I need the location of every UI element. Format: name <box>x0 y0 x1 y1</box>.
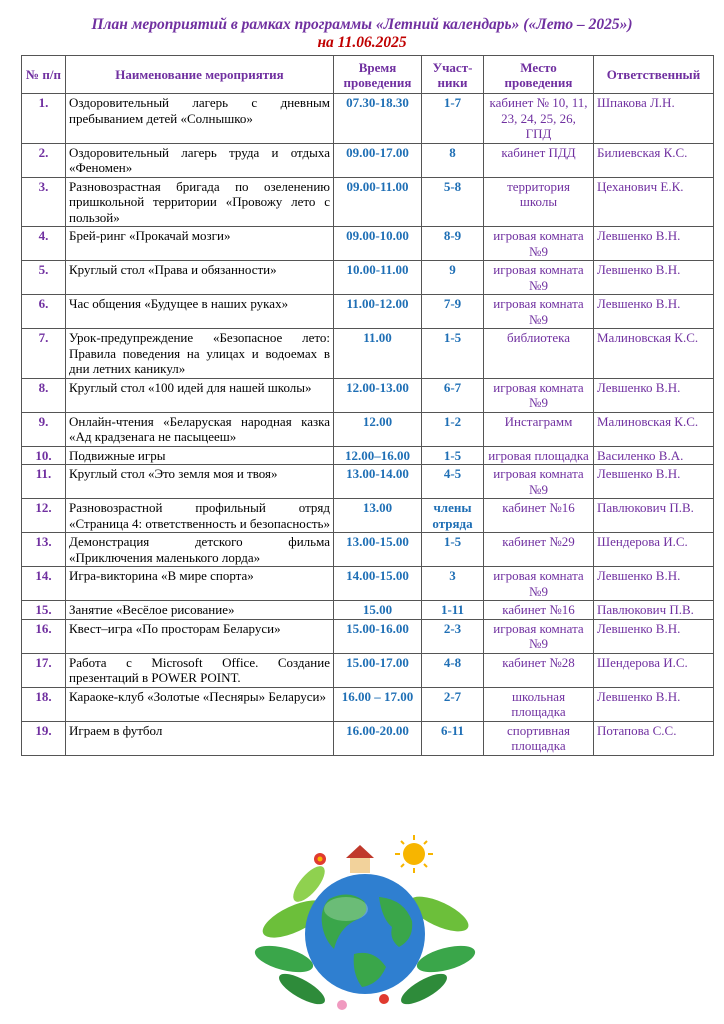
event-place: кабинет № 10, 11, 23, 24, 25, 26, ГПД <box>484 94 594 144</box>
event-responsible: Левшенко В.Н. <box>594 619 714 653</box>
schedule-table <box>21 55 714 756</box>
event-place: игровая комната №9 <box>484 465 594 499</box>
row-number: 14. <box>22 567 66 601</box>
event-responsible: Павлюкович П.В. <box>594 601 714 620</box>
event-time: 13.00-14.00 <box>334 465 422 499</box>
header-event-name: Наименование мероприятия <box>66 56 334 94</box>
globe-illustration <box>254 829 476 1019</box>
event-participants: 1-5 <box>422 533 484 567</box>
row-number: 18. <box>22 687 66 721</box>
event-name: Караоке-клуб «Золотые «Песняры» Беларуси» <box>66 687 334 721</box>
event-responsible: Шендерова И.С. <box>594 533 714 567</box>
event-name: Круглый стол «Это земля моя и твоя» <box>66 465 334 499</box>
event-participants: 9 <box>422 261 484 295</box>
table-row <box>22 567 714 601</box>
event-name: Квест–игра «По просторам Беларуси» <box>66 619 334 653</box>
header-responsible: Ответственный <box>594 56 714 94</box>
row-number: 3. <box>22 177 66 227</box>
event-time: 11.00 <box>334 329 422 379</box>
event-name: Игра-викторина «В мире спорта» <box>66 567 334 601</box>
row-number: 19. <box>22 721 66 755</box>
event-time: 15.00 <box>334 601 422 620</box>
table-row <box>22 446 714 465</box>
event-participants: 5-8 <box>422 177 484 227</box>
event-name: Брей-ринг «Прокачай мозги» <box>66 227 334 261</box>
event-name: Демонстрация детского фильма «Приключения маленького лорда» <box>66 533 334 567</box>
table-row <box>22 295 714 329</box>
event-responsible: Потапова С.С. <box>594 721 714 755</box>
event-participants: 6-7 <box>422 378 484 412</box>
table-row <box>22 227 714 261</box>
table-row <box>22 533 714 567</box>
header-participants: Участ-ники <box>422 56 484 94</box>
event-name: Разновозрастная бригада по озеленению пришкольной территории «Провожу лето с пользой» <box>66 177 334 227</box>
event-place: кабинет №16 <box>484 601 594 620</box>
row-number: 10. <box>22 446 66 465</box>
table-row <box>22 687 714 721</box>
event-participants: 8-9 <box>422 227 484 261</box>
event-place: библиотека <box>484 329 594 379</box>
row-number: 16. <box>22 619 66 653</box>
row-number: 12. <box>22 499 66 533</box>
table-row <box>22 177 714 227</box>
event-time: 15.00-16.00 <box>334 619 422 653</box>
table-row <box>22 378 714 412</box>
event-time: 10.00-11.00 <box>334 261 422 295</box>
table-row <box>22 94 714 144</box>
table-row <box>22 601 714 620</box>
event-name: Час общения «Будущее в наших руках» <box>66 295 334 329</box>
event-responsible: Левшенко В.Н. <box>594 378 714 412</box>
event-place: игровая комната №9 <box>484 261 594 295</box>
sun-icon <box>395 835 433 873</box>
event-name: Урок-предупреждение «Безопасное лето: Правила поведения на улицах и водоемах в дни летних каникул» <box>66 329 334 379</box>
event-participants: 1-5 <box>422 446 484 465</box>
row-number: 9. <box>22 412 66 446</box>
table-row <box>22 499 714 533</box>
event-time: 12.00–16.00 <box>334 446 422 465</box>
event-participants: 1-2 <box>422 412 484 446</box>
event-place: спортивная площадка <box>484 721 594 755</box>
page-title <box>0 16 724 52</box>
event-time: 14.00-15.00 <box>334 567 422 601</box>
table-header-row <box>22 56 714 94</box>
event-name: Играем в футбол <box>66 721 334 755</box>
event-participants: 2-7 <box>422 687 484 721</box>
event-name: Подвижные игры <box>66 446 334 465</box>
header-number: № п/п <box>22 56 66 94</box>
row-number: 5. <box>22 261 66 295</box>
event-time: 11.00-12.00 <box>334 295 422 329</box>
table-row <box>22 619 714 653</box>
row-number: 15. <box>22 601 66 620</box>
event-time: 12.00-13.00 <box>334 378 422 412</box>
table-row <box>22 721 714 755</box>
event-participants: 1-5 <box>422 329 484 379</box>
event-place: игровая площадка <box>484 446 594 465</box>
event-participants: 2-3 <box>422 619 484 653</box>
event-participants: 6-11 <box>422 721 484 755</box>
row-number: 17. <box>22 653 66 687</box>
event-responsible: Василенко В.А. <box>594 446 714 465</box>
event-responsible: Левшенко В.Н. <box>594 567 714 601</box>
event-responsible: Павлюкович П.В. <box>594 499 714 533</box>
event-time: 13.00-15.00 <box>334 533 422 567</box>
house-icon <box>346 845 374 873</box>
event-name: Занятие «Весёлое рисование» <box>66 601 334 620</box>
event-place: игровая комната №9 <box>484 619 594 653</box>
event-name: Круглый стол «Права и обязанности» <box>66 261 334 295</box>
event-participants: 4-5 <box>422 465 484 499</box>
event-name: Онлайн-чтения «Беларуская народная казка «Ад крадзенага не пасыцееш» <box>66 412 334 446</box>
row-number: 8. <box>22 378 66 412</box>
event-time: 12.00 <box>334 412 422 446</box>
row-number: 6. <box>22 295 66 329</box>
title-date: на 11.06.2025 <box>317 34 407 51</box>
event-place: игровая комната №9 <box>484 567 594 601</box>
table-row <box>22 653 714 687</box>
event-place: кабинет ПДД <box>484 143 594 177</box>
event-participants: 3 <box>422 567 484 601</box>
event-name: Оздоровительный лагерь с дневным пребыванием детей «Солнышко» <box>66 94 334 144</box>
event-time: 09.00-11.00 <box>334 177 422 227</box>
event-participants: 4-8 <box>422 653 484 687</box>
event-time: 09.00-17.00 <box>334 143 422 177</box>
row-number: 2. <box>22 143 66 177</box>
globe-icon <box>305 874 425 994</box>
table-row <box>22 329 714 379</box>
event-place: кабинет №16 <box>484 499 594 533</box>
event-name: Оздоровительный лагерь труда и отдыха «Феномен» <box>66 143 334 177</box>
event-time: 09.00-10.00 <box>334 227 422 261</box>
event-name: Работа с Microsoft Office. Создание презентаций в POWER POINT. <box>66 653 334 687</box>
event-name: Разновозрастной профильный отряд «Страница 4: ответственность и безопасность» <box>66 499 334 533</box>
event-responsible: Билиевская К.С. <box>594 143 714 177</box>
event-place: игровая комната №9 <box>484 378 594 412</box>
event-responsible: Шендерова И.С. <box>594 653 714 687</box>
event-participants: члены отряда <box>422 499 484 533</box>
event-responsible: Левшенко В.Н. <box>594 261 714 295</box>
event-place: игровая комната №9 <box>484 295 594 329</box>
event-time: 16.00-20.00 <box>334 721 422 755</box>
event-place: школьная площадка <box>484 687 594 721</box>
event-place: игровая комната №9 <box>484 227 594 261</box>
event-responsible: Левшенко В.Н. <box>594 227 714 261</box>
table-row <box>22 412 714 446</box>
event-participants: 1-7 <box>422 94 484 144</box>
event-name: Круглый стол «100 идей для нашей школы» <box>66 378 334 412</box>
event-time: 13.00 <box>334 499 422 533</box>
event-place: кабинет №29 <box>484 533 594 567</box>
event-place: территория школы <box>484 177 594 227</box>
event-responsible: Левшенко В.Н. <box>594 465 714 499</box>
row-number: 7. <box>22 329 66 379</box>
event-participants: 1-11 <box>422 601 484 620</box>
event-responsible: Малиновская К.С. <box>594 329 714 379</box>
header-place: Место проведения <box>484 56 594 94</box>
row-number: 1. <box>22 94 66 144</box>
table-row <box>22 261 714 295</box>
event-place: Инстаграмм <box>484 412 594 446</box>
row-number: 13. <box>22 533 66 567</box>
table-row <box>22 143 714 177</box>
event-responsible: Малиновская К.С. <box>594 412 714 446</box>
event-time: 16.00 – 17.00 <box>334 687 422 721</box>
event-responsible: Левшенко В.Н. <box>594 687 714 721</box>
header-time: Время проведения <box>334 56 422 94</box>
row-number: 11. <box>22 465 66 499</box>
event-participants: 7-9 <box>422 295 484 329</box>
event-responsible: Шпакова Л.Н. <box>594 94 714 144</box>
event-time: 15.00-17.00 <box>334 653 422 687</box>
event-place: кабинет №28 <box>484 653 594 687</box>
title-line-1: План мероприятий в рамках программы «Летний календарь» («Лето – 2025») <box>91 16 633 33</box>
table-row <box>22 465 714 499</box>
event-time: 07.30-18.30 <box>334 94 422 144</box>
event-participants: 8 <box>422 143 484 177</box>
row-number: 4. <box>22 227 66 261</box>
event-responsible: Левшенко В.Н. <box>594 295 714 329</box>
event-responsible: Цеханович Е.К. <box>594 177 714 227</box>
